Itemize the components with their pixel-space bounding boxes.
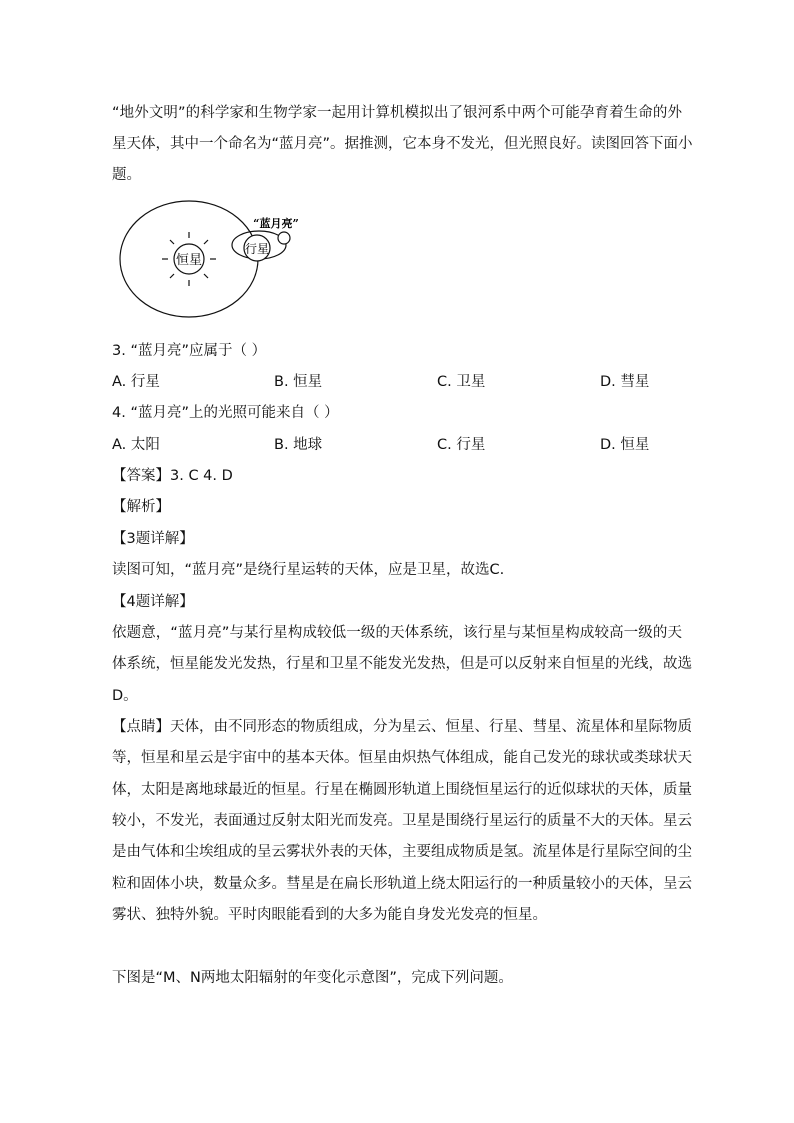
q4-option-d: D. 恒星 [600, 437, 650, 453]
q3-option-b: B. 恒星 [274, 374, 323, 390]
q3-detail-text: 读图可知，“蓝月亮”是绕行星运转的天体，应是卫星，故选C. [112, 562, 505, 578]
q4-detail-line-2: 体系统，恒星能发光发热，行星和卫星不能发光发热，但是可以反射来自恒星的光线，故选 [112, 656, 692, 672]
q4-option-a: A. 太阳 [112, 437, 160, 453]
star-system-diagram [112, 200, 312, 324]
q3-option-c: C. 卫星 [437, 374, 486, 390]
next-question-intro: 下图是“M、N两地太阳辐射的年变化示意图”，完成下列问题。 [112, 970, 513, 986]
q4-detail-line-3: D。 [112, 688, 138, 704]
moon-icon [278, 232, 290, 244]
q3-option-d: D. 彗星 [600, 374, 650, 390]
intro-line-2: 星天体，其中一个命名为“蓝月亮”。据推测，它本身不发光，但光照良好。读图回答下面小 [112, 136, 693, 152]
q4-detail-heading: 【4题详解】 [112, 594, 194, 610]
intro-line-3: 题。 [112, 167, 141, 183]
tips-line-6: 粒和固体小块，数量众多。彗星是在扁长形轨道上绕太阳运行的一种质量较小的天体，呈云 [112, 876, 692, 892]
q3-detail-heading: 【3题详解】 [112, 531, 194, 547]
star-label: 恒星 [175, 253, 203, 268]
q4-stem: 4. “蓝月亮”上的光照可能来自（ ） [112, 405, 339, 421]
q4-detail-line-1: 依题意，“蓝月亮”与某行星构成较低一级的天体系统，该行星与某恒星构成较高一级的天 [112, 625, 682, 641]
tips-line-1: 【点睛】天体，由不同形态的物质组成，分为星云、恒星、行星、彗星、流星体和星际物质 [112, 719, 692, 735]
diagram-svg [112, 200, 312, 324]
tips-line-2: 等，恒星和星云是宇宙中的基本天体。恒星由炽热气体组成，能自己发光的球状或类球状天 [112, 750, 692, 766]
tips-line-3: 体，太阳是离地球最近的恒星。行星在椭圆形轨道上围绕恒星运行的近似球状的天体，质量 [112, 782, 692, 798]
answer-line: 【答案】3. C 4. D [112, 468, 233, 484]
tips-line-5: 是由气体和尘埃组成的呈云雾状外表的天体，主要组成物质是氢。流星体是行星际空间的尘 [112, 844, 692, 860]
planet-label: 行星 [244, 242, 270, 256]
q3-stem: 3. “蓝月亮”应属于（ ） [112, 343, 267, 359]
q4-option-b: B. 地球 [274, 437, 323, 453]
tips-line-4: 较小，不发光，表面通过反射太阳光而发亮。卫星是围绕行星运行的质量不大的天体。星云 [112, 813, 692, 829]
q4-option-c: C. 行星 [437, 437, 486, 453]
q3-option-a: A. 行星 [112, 374, 160, 390]
intro-line-1: “地外文明”的科学家和生物学家一起用计算机模拟出了银河系中两个可能孕育着生命的外 [112, 105, 682, 121]
tips-line-7: 雾状、独特外貌。平时肉眼能看到的大多为能自身发光发亮的恒星。 [112, 907, 547, 923]
moon-label: “蓝月亮” [253, 217, 299, 230]
analysis-heading: 【解析】 [112, 499, 170, 515]
